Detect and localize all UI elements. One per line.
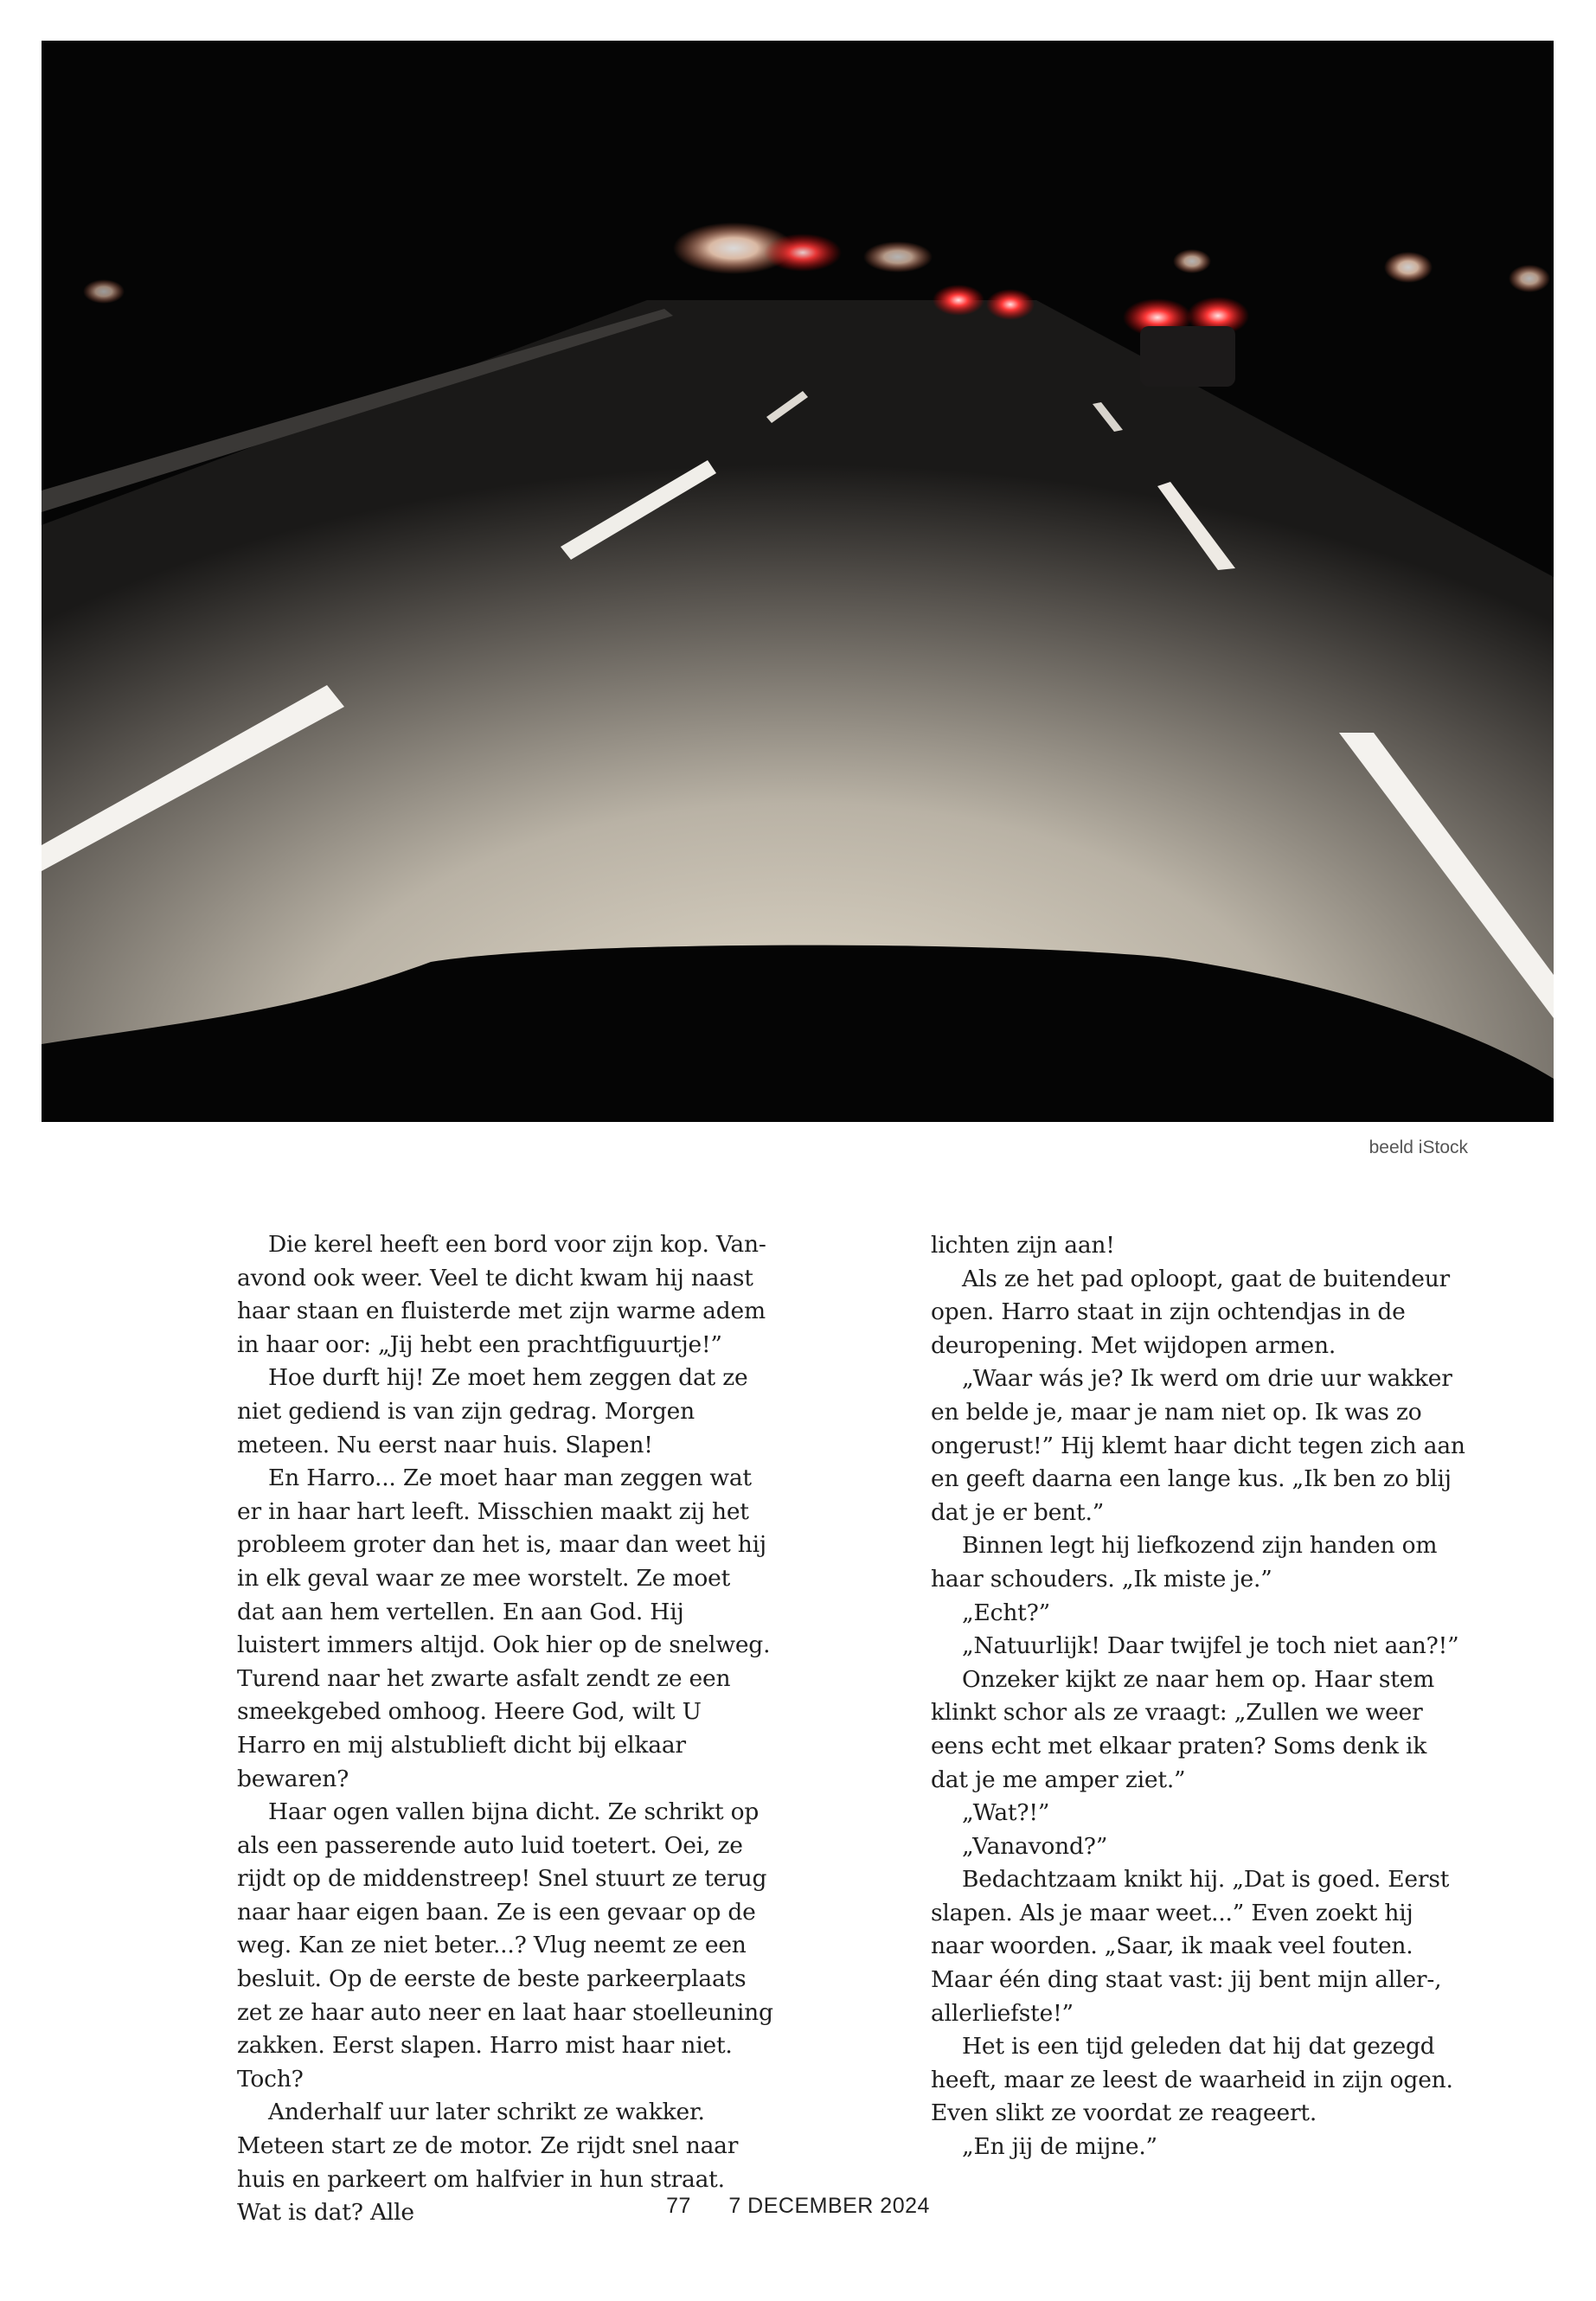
page-footer bbox=[0, 2194, 1596, 2219]
paragraph: Haar ogen vallen bijna dicht. Ze schrikt op als een passerende auto luid toetert. Oei, ze rijdt op de middenstreep! Snel stuurt ze terug naar haar eigen baan. Ze is een gevaar op de weg. Kan ze niet beter...? Vlug neemt ze een besluit. Op de eerste de beste parkeerplaats zet ze haar auto neer en laat haar stoelleuning zakken. Eerst slapen. Harro mist haar niet. Toch? bbox=[237, 1798, 773, 2093]
paragraph: „Vanavond?” bbox=[962, 1832, 1108, 1860]
paragraph: „Echt?” bbox=[962, 1599, 1050, 1626]
paragraph: Als ze het pad oploopt, gaat de buitendeur open. Harro staat in zijn ochtendjas in de deuropening. Met wijdopen armen. bbox=[931, 1265, 1451, 1359]
paragraph: Bedachtzaam knikt hij. „Dat is goed. Eerst slapen. Als je maar weet...” Even zoekt hij naar woorden. „Saar, ik maak veel fouten. Maar één ding staat vast: jij bent mijn aller-, allerliefste!” bbox=[931, 1866, 1450, 2027]
paragraph: „Waar wás je? Ik werd om drie uur wakker en belde je, maar je nam niet op. Ik was zo ongerust!” Hij klemt haar dicht tegen zich aan en geeft daarna een lange kus. „Ik ben zo blij dat je er bent.” bbox=[931, 1365, 1465, 1526]
paragraph: „En jij de mijne.” bbox=[962, 2133, 1157, 2161]
paragraph: Het is een tijd geleden dat hij dat gezegd heeft, maar ze leest de waarheid in zijn ogen. Even slikt ze voordat ze reageert. bbox=[931, 2033, 1453, 2127]
paragraph: Die kerel heeft een bord voor zijn kop. Vanavond ook weer. Veel te dicht kwam hij naast haar staan en fluisterde met zijn warme adem in haar oor: „Jij hebt een prachtfiguurtje!” bbox=[237, 1231, 766, 1358]
article-photo bbox=[42, 41, 1554, 1122]
article-column-right bbox=[931, 1229, 1467, 2164]
paragraph: Anderhalf uur later schrikt ze wakker. Meteen start ze de motor. Ze rijdt snel naar huis en parkeert om halfvier in hun straat. Wat is dat? Alle bbox=[237, 2099, 739, 2227]
paragraph: „Wat?!” bbox=[962, 1799, 1050, 1827]
photo-credit: beeld iStock bbox=[1368, 1138, 1468, 1157]
night-road-image bbox=[42, 41, 1554, 1122]
page-number: 77 bbox=[666, 2194, 691, 2218]
paragraph: En Harro... Ze moet haar man zeggen wat er in haar hart leeft. Misschien maakt zij het probleem groter dan het is, maar dan weet hij in elk geval waar ze mee worstelt. Ze moet dat aan hem vertellen. En aan God. Hij luistert immers altijd. Ook hier op de snelweg. Turend naar het zwarte asfalt zendt ze een smeekgebed omhoog. Heere God, wilt U Harro en mij alstublieft dicht bij elkaar bewaren? bbox=[237, 1465, 771, 1792]
paragraph: Binnen legt hij liefkozend zijn handen om haar schouders. „Ik miste je.” bbox=[931, 1532, 1438, 1593]
paragraph: Hoe durft hij! Ze moet hem zeggen dat ze niet gediend is van zijn gedrag. Morgen meteen. Nu eerst naar huis. Slapen! bbox=[237, 1364, 748, 1458]
paragraph: „Natuurlijk! Daar twijfel je toch niet aan?!” bbox=[962, 1632, 1459, 1660]
paragraph: Onzeker kijkt ze naar hem op. Haar stem klinkt schor als ze vraagt: „Zullen we weer eens echt met elkaar praten? Soms denk ik dat je me amper ziet.” bbox=[931, 1665, 1435, 1793]
issue-date: 7 DECEMBER 2024 bbox=[728, 2194, 930, 2218]
paragraph-continuation: lichten zijn aan! bbox=[931, 1232, 1115, 1259]
article-column-left bbox=[237, 1228, 773, 2230]
